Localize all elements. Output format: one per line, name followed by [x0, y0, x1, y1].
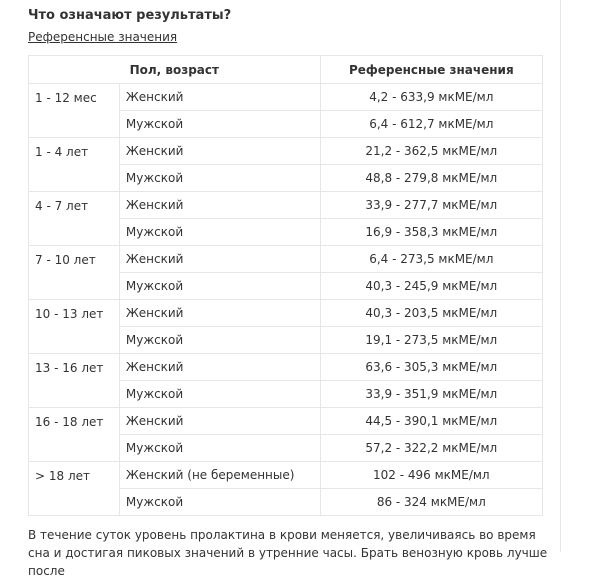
table-row [29, 84, 543, 111]
sex-cell: Женский [119, 84, 320, 111]
reference-value-cell: 4,2 - 633,9 мкМЕ/мл [320, 84, 542, 111]
reference-values-link[interactable]: Референсные значения [28, 30, 178, 44]
sex-cell: Мужской [119, 489, 320, 516]
table-body [29, 84, 543, 516]
reference-value-cell: 21,2 - 362,5 мкМЕ/мл [320, 138, 542, 165]
reference-value-cell: 33,9 - 351,9 мкМЕ/мл [320, 381, 542, 408]
sex-cell: Женский (не беременные) [119, 462, 320, 489]
sex-cell: Женский [119, 192, 320, 219]
table-row [29, 138, 543, 165]
sex-cell: Женский [119, 246, 320, 273]
reference-value-cell: 40,3 - 245,9 мкМЕ/мл [320, 273, 542, 300]
reference-value-cell: 16,9 - 358,3 мкМЕ/мл [320, 219, 542, 246]
table-row [29, 354, 543, 381]
age-range-cell: 16 - 18 лет [29, 408, 120, 462]
reference-value-cell: 19,1 - 273,5 мкМЕ/мл [320, 327, 542, 354]
reference-value-cell: 63,6 - 305,3 мкМЕ/мл [320, 354, 542, 381]
age-range-cell: 1 - 4 лет [29, 138, 120, 192]
reference-value-cell: 57,2 - 322,2 мкМЕ/мл [320, 435, 542, 462]
reference-value-cell: 86 - 324 мкМЕ/мл [320, 489, 542, 516]
sex-cell: Женский [119, 300, 320, 327]
sex-cell: Мужской [119, 111, 320, 138]
reference-values-table [28, 55, 543, 516]
table-row [29, 462, 543, 489]
sex-cell: Мужской [119, 327, 320, 354]
header-sex-age: Пол, возраст [29, 56, 321, 84]
sex-cell: Мужской [119, 381, 320, 408]
content-right-border [560, 0, 561, 552]
reference-value-cell: 40,3 - 203,5 мкМЕ/мл [320, 300, 542, 327]
table-row [29, 246, 543, 273]
sex-cell: Мужской [119, 165, 320, 192]
reference-value-cell: 44,5 - 390,1 мкМЕ/мл [320, 408, 542, 435]
age-range-cell: 4 - 7 лет [29, 192, 120, 246]
reference-value-cell: 6,4 - 273,5 мкМЕ/мл [320, 246, 542, 273]
sex-cell: Женский [119, 138, 320, 165]
header-reference-values: Референсные значения [320, 56, 542, 84]
sex-cell: Мужской [119, 273, 320, 300]
table-row [29, 300, 543, 327]
age-range-cell: 7 - 10 лет [29, 246, 120, 300]
reference-value-cell: 33,9 - 277,7 мкМЕ/мл [320, 192, 542, 219]
section-heading: Что означают результаты? [28, 8, 232, 23]
reference-value-cell: 48,8 - 279,8 мкМЕ/мл [320, 165, 542, 192]
sex-cell: Женский [119, 354, 320, 381]
table-row [29, 192, 543, 219]
sex-cell: Мужской [119, 435, 320, 462]
reference-value-cell: 102 - 496 мкМЕ/мл [320, 462, 542, 489]
table-header-row [29, 56, 543, 84]
reference-value-cell: 6,4 - 612,7 мкМЕ/мл [320, 111, 542, 138]
sex-cell: Женский [119, 408, 320, 435]
age-range-cell: 13 - 16 лет [29, 354, 120, 408]
sex-cell: Мужской [119, 219, 320, 246]
table-row [29, 408, 543, 435]
age-range-cell: > 18 лет [29, 462, 120, 516]
body-paragraph: В течение суток уровень пролактина в крови меняется, увеличиваясь во время сна и достигая пиковых значений в утренние часы. Брать венозную кровь лучше после [28, 528, 548, 578]
age-range-cell: 1 - 12 мес [29, 84, 120, 138]
age-range-cell: 10 - 13 лет [29, 300, 120, 354]
